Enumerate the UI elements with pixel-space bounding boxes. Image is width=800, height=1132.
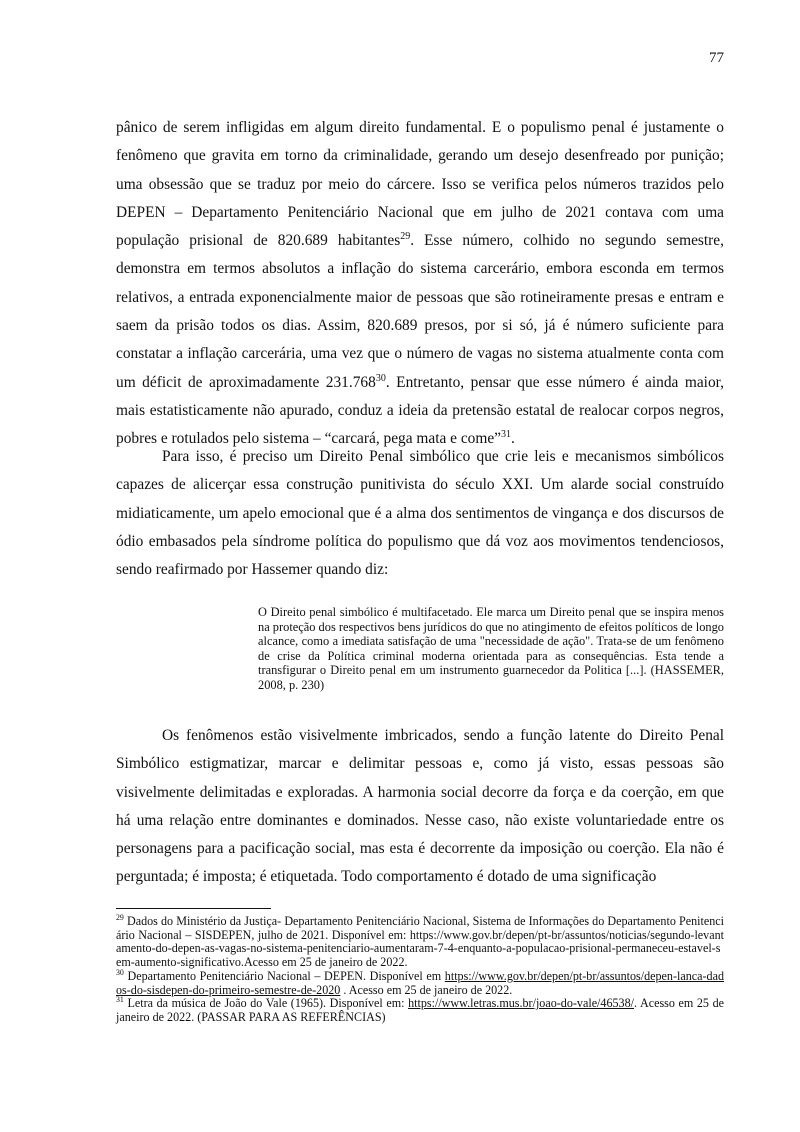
footnote-text: Dados do Ministério da Justiça- Departamento Penitenciário Nacional, Sistema de Informações do Departamento Penitenciário Nacional – SISDEPEN, julho de 2021. Disponível em: https://www.gov.br/depen/pt-br/assuntos/noticias/segundo-levantamento-do-depen-as-vagas-no-sistema-penitenciario-aumentaram-7-4-enquanto-a-populacao-prisional-permaneceu-estavel-sem-aumento-significativo.Acesso em 25 de janeiro de 2022. (116, 914, 724, 970)
footnote-number: 31 (116, 995, 124, 1005)
footnote-ref-30[interactable]: 30 (375, 372, 386, 384)
body-paragraph-2: Para isso, é preciso um Direito Penal simbólico que crie leis e mecanismos simbólicos capazes de alicerçar essa construção punitivista do século XXI. Um alarde social construído midiaticamente, um apelo emocional que é a alma dos sentimentos de vingança e dos discursos de ódio embasados pela síndrome política do populismo que dá voz aos movimentos tendenciosos, sendo reafirmado por Hassemer quando diz: (116, 448, 724, 579)
paragraph-1-text-b: . Esse número, colhido no segundo semestre, demonstra em termos absolutos a inflação do sistema carcerário, embora esconda em termos relativos, a entrada exponencialmente maior de pessoas que são rotineiramente presas e entram e saem da prisão todos os dias. Assim, 820.689 presos, por si só, já é número suficiente para constatar a inflação carcerária, uma vez que o número de vagas no sistema atualmente conta com um déficit de aproximadamente 231.768 (116, 232, 724, 391)
footnote-ref-29[interactable]: 29 (400, 231, 411, 243)
footnote-text: . Acesso em 25 de janeiro de 2022. (PASSAR PARA AS REFERÊNCIAS) (116, 996, 724, 1024)
footnote-ref-31[interactable]: 31 (501, 429, 512, 441)
footnote-number: 29 (116, 912, 124, 922)
footnote-text: . Acesso em 25 de janeiro de 2022. (340, 982, 513, 997)
footnotes (116, 912, 724, 1025)
footnote-text: Letra da música de João do Vale (1965). Disponível em: (127, 996, 409, 1011)
footnote-text: Departamento Penitenciário Nacional – DEPEN. Disponível em (127, 968, 445, 983)
paragraph-1-text-d: . (511, 430, 515, 448)
block-quote: O Direito penal simbólico é multifacetado. Ele marca um Direito penal que se inspira menos na proteção dos respectivos bens jurídicos do que no atingimento de efeitos políticos de longo alcance, como a imediata satisfação de uma "necessidade de ação". Trata-se de um fenômeno de crise da Política criminal moderna orientada para as consequências. Esta tende a transfigurar o Direito penal em um instrumento guarnecedor da Politica [...]. (HASSEMER, 2008, p. 230) (258, 605, 724, 692)
footnote-29 (116, 912, 724, 970)
body-paragraph-1 (116, 114, 724, 454)
footnote-number: 30 (116, 967, 124, 977)
footnote-link[interactable]: https://www.gov.br/depen/pt-br/assuntos/depen-lanca-dados-do-sisdepen-do-primeiro-semestre-de-2020 (116, 968, 724, 997)
footnote-separator (116, 908, 271, 909)
paragraph-1-text-a: pânico de serem infligidas em algum direito fundamental. E o populismo penal é justamente o fenômeno que gravita em torno da criminalidade, gerando um desejo desenfreado por punição; uma obsessão que se traduz por meio do cárcere. Isso se verifica pelos números trazidos pelo DEPEN – Departamento Penitenciário Nacional que em julho de 2021 contava com uma população prisional de 820.689 habitantes (116, 119, 724, 250)
page-number: 77 (709, 50, 724, 66)
footnote-link[interactable]: https://www.letras.mus.br/joao-do-vale/46538/ (408, 996, 635, 1011)
footnote-30 (116, 967, 724, 997)
paragraph-1-text-c: . Entretanto, pensar que esse número é ainda maior, mais estatisticamente não apurado, conduz a ideia da pretensão estatal de realocar corpos negros, pobres e rotulados pelo sistema – “carcará, pega mata e come” (116, 373, 724, 448)
body-paragraph-3: Os fenômenos estão visivelmente imbricados, sendo a função latente do Direito Penal Simbólico estigmatizar, marcar e delimitar pessoas e, como já visto, essas pessoas são visivelmente delimitadas e exploradas. A harmonia social decorre da força e da coerção, em que há uma relação entre dominantes e dominados. Nesse caso, não existe voluntariedade entre os personagens para a pacificação social, mas esta é decorrente da imposição ou coerção. Ela não é perguntada; é imposta; é etiquetada. Todo comportamento é dotado de uma significação (116, 727, 724, 886)
footnote-31 (116, 997, 724, 1024)
